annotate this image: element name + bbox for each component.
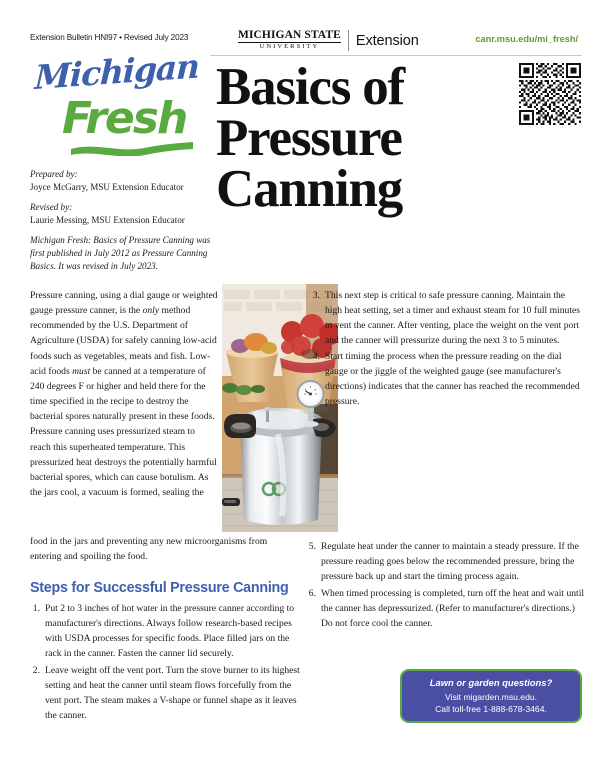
logo-word-michigan: Michigan [34, 46, 200, 97]
steps-list-left [30, 602, 302, 726]
callout-heading: Lawn or garden questions? [429, 676, 553, 688]
revised-by-name: Laurie Messing, MSU Extension Educator [30, 214, 185, 225]
header-divider [210, 55, 582, 56]
callout-phone[interactable]: Call toll-free 1-888-678-3464. [435, 703, 547, 714]
callout-website[interactable]: Visit migarden.msu.edu. [444, 691, 538, 702]
steps-list-right-lower [306, 540, 586, 634]
msu-wordmark [238, 30, 341, 51]
emphasis-only: only [142, 305, 160, 317]
step-number: 1. [32, 603, 40, 614]
step-text: Regulate heat under the canner to maintain a steady pressure. If the pressure reading goes below the recommended pressure, bring the pressure back up and start the timing process again. [321, 541, 579, 582]
logo-word-fresh: Fresh [62, 93, 187, 144]
website-url[interactable]: canr.msu.edu/mi_fresh/ [475, 34, 578, 44]
list-item [306, 587, 586, 632]
steps-list-right-upper [308, 289, 582, 412]
publication-note: Michigan Fresh: Basics of Pressure Canning was first published in July 2012 as Pressure Canning Basics. It was revised in July 2023. [30, 234, 211, 271]
step-text: Put 2 to 3 inches of hot water in the pressure canner according to manufacturer's directions. Always follow research-based recipes with USDA processes for specific foods. Place filled jars on the rack in the canner. Fasten the canner lid securely. [45, 603, 295, 659]
step-text: Start timing the process when the pressure reading on the dial gauge or the jiggle of the weighted gauge (see manufacturer's directions) indicates that the canner has reached the recommended pressure. [325, 351, 580, 408]
revised-by-label: Revised by: [30, 201, 73, 212]
msu-extension-label: Extension [355, 32, 419, 49]
msu-logo [238, 30, 419, 51]
msu-wordmark-line2: UNIVERSITY [259, 43, 320, 51]
logo-divider [348, 30, 349, 51]
page-header [0, 30, 600, 52]
list-item [306, 540, 586, 585]
step-number: 2. [32, 664, 40, 676]
step-text: Leave weight off the vent port. Turn the stove burner to its highest setting and heat the canner until steam flows forcefully from the vent port. The steam makes a V-shape or funnel shape as it leaves the canner. [45, 664, 300, 721]
step-number: 3. [312, 290, 320, 301]
logo-swoosh-icon [68, 140, 196, 156]
michigan-fresh-logo [28, 46, 208, 153]
bulletin-number: Extension Bulletin HNI97 • Revised July 2023 [30, 33, 189, 42]
credits-block [30, 168, 212, 273]
lead-paragraph: Pressure canning, using a dial gauge or weighted gauge pressure canner, is the only method recommended by the U.S. Department of Agriculture (USDA) for safely canning low-acid foods such as vegetables, meats and fish. Low-acid foods must be canned at a temperature of 240 degrees F or higher and held there for the time specified in the recipe to destroy the bacterial spores naturally present in these foods. Pressure canning uses pressurized steam to reach this superheated temperature. This pressurized heat destroys the potentially harmful bacterial spores, which can cause botulism. As the jars cool, a vacuum is formed, sealing the [30, 290, 218, 499]
prepared-by-label: Prepared by: [30, 169, 78, 179]
emphasis-must: must [72, 365, 91, 377]
list-item [30, 602, 302, 662]
page-title: Basics of Pressure Canning [216, 58, 404, 218]
step-text: This next step is critical to safe pressure canning. Maintain the high heat setting, set a timer and exhaust steam for 10 full minutes to vent the canner. After venting, place the weight on the vent port and the canner will pressurize during the next 3 to 5 minutes. [325, 290, 580, 346]
prepared-by-name: Joyce McGarry, MSU Extension Educator [30, 181, 184, 192]
step-text: When timed processing is completed, turn off the heat and wait until the canner has depressurized. (Refer to manufacturer's directions.) Do not force cool the canner. [321, 587, 585, 629]
step-number: 5. [308, 541, 316, 552]
lead-paragraph-continued: food in the jars and preventing any new microorganisms from entering and spoiling the food. [30, 536, 268, 563]
lawn-garden-callout [400, 669, 582, 723]
qr-code-icon[interactable] [519, 63, 581, 125]
list-item [308, 350, 582, 409]
page-section-heading: Steps for Successful Pressure Canning [30, 580, 289, 596]
list-item [308, 289, 582, 348]
list-item [30, 664, 302, 724]
step-number: 6. [308, 587, 316, 599]
step-number: 4. [312, 351, 320, 363]
msu-wordmark-line1: MICHIGAN STATE [238, 29, 341, 42]
